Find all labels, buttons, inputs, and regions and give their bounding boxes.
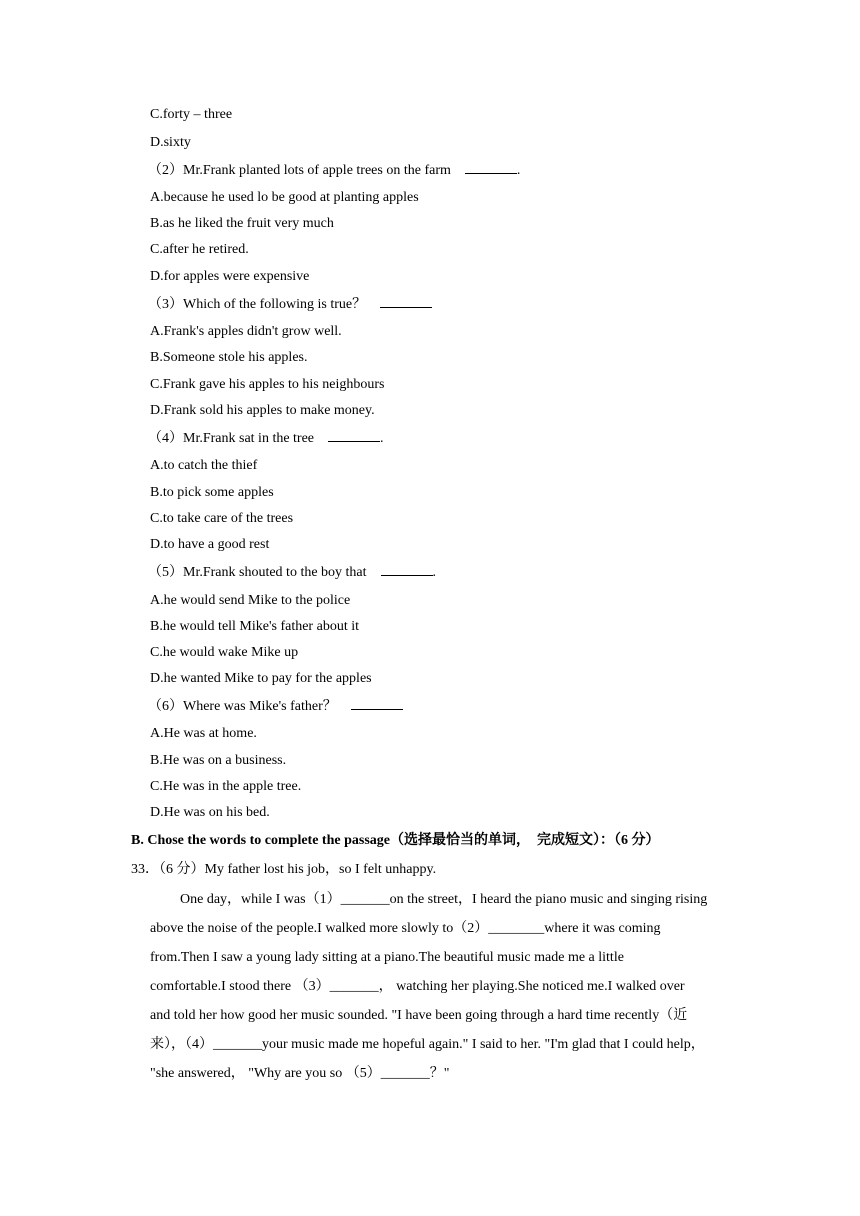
section-b-heading: B. Chose the words to complete the passage（选择最恰当的单词， 完成短文）：（6 分）: [131, 833, 660, 848]
q4-option-b: B.to pick some apples: [150, 485, 274, 500]
passage-line-6: 来），（4）_______your music made me hopeful again." I said to her. "I'm glad that I could help，: [150, 1037, 705, 1052]
q3-stem-text: （3）Which of the following is true？: [148, 297, 367, 312]
q2-option-a: A.because he used lo be good at planting apples: [150, 190, 419, 205]
passage-line-4: comfortable.I stood there （3）_______， watching her playing.She noticed me.I walked over: [150, 979, 685, 994]
q5-stem-text: （5）Mr.Frank shouted to the boy that: [148, 565, 367, 580]
q3-stem: [148, 295, 432, 314]
q4-tail: .: [380, 431, 384, 446]
q6-option-d: D.He was on his bed.: [150, 805, 270, 820]
q1-option-c: C.forty – three: [150, 107, 233, 122]
q4-option-c: C.to take care of the trees: [150, 511, 294, 526]
q2-blank: [465, 161, 517, 174]
q33-heading: 33．（6 分）My father lost his job，so I felt unhappy.: [131, 862, 437, 877]
q1-option-d: D.sixty: [150, 135, 191, 150]
passage-line-3: from.Then I saw a young lady sitting at a piano.The beautiful music made me a little: [150, 950, 624, 965]
q3-blank: [380, 295, 432, 308]
q5-option-b: B.he would tell Mike's father about it: [150, 619, 359, 634]
q5-tail: .: [432, 565, 437, 580]
cloze-passage: [150, 885, 730, 1088]
q2-option-b: B.as he liked the fruit very much: [150, 216, 334, 231]
q5-option-a: A.he would send Mike to the police: [150, 593, 351, 608]
passage-line-2: above the noise of the people.I walked more slowly to（2）________where it was coming: [150, 921, 661, 936]
q2-tail: .: [516, 163, 521, 178]
passage-line-1: One day，while I was（1）_______on the street，I heard the piano music and singing rising: [180, 892, 708, 907]
q6-stem: [148, 697, 403, 716]
q6-option-b: B.He was on a business.: [150, 753, 287, 768]
q4-stem: [148, 429, 384, 448]
q6-option-c: C.He was in the apple tree.: [150, 779, 302, 794]
q5-option-d: D.he wanted Mike to pay for the apples: [150, 671, 372, 686]
q5-blank: [381, 563, 433, 576]
q2-stem-text: （2）Mr.Frank planted lots of apple trees on the farm: [148, 163, 451, 178]
q3-option-a: A.Frank's apples didn't grow well.: [150, 324, 342, 339]
q2-option-d: D.for apples were expensive: [150, 269, 310, 284]
q3-option-c: C.Frank gave his apples to his neighbours: [150, 377, 385, 392]
q4-blank: [328, 429, 380, 442]
q3-option-d: D.Frank sold his apples to make money.: [150, 403, 375, 418]
q2-stem: [148, 161, 520, 180]
q6-blank: [351, 697, 403, 710]
q6-option-a: A.He was at home.: [150, 726, 257, 741]
q6-stem-text: （6）Where was Mike's father？: [148, 699, 337, 714]
q2-option-c: C.after he retired.: [150, 242, 249, 257]
q5-option-c: C.he would wake Mike up: [150, 645, 299, 660]
q5-stem: [148, 563, 436, 582]
passage-line-5: and told her how good her music sounded. "I have been going through a hard time recently（近: [150, 1008, 688, 1023]
passage-line-7: "she answered， "Why are you so （5）_______？": [150, 1066, 450, 1081]
q3-option-b: B.Someone stole his apples.: [150, 350, 308, 365]
q4-stem-text: （4）Mr.Frank sat in the tree: [148, 431, 315, 446]
q4-option-a: A.to catch the thief: [150, 458, 258, 473]
q4-option-d: D.to have a good rest: [150, 537, 270, 552]
